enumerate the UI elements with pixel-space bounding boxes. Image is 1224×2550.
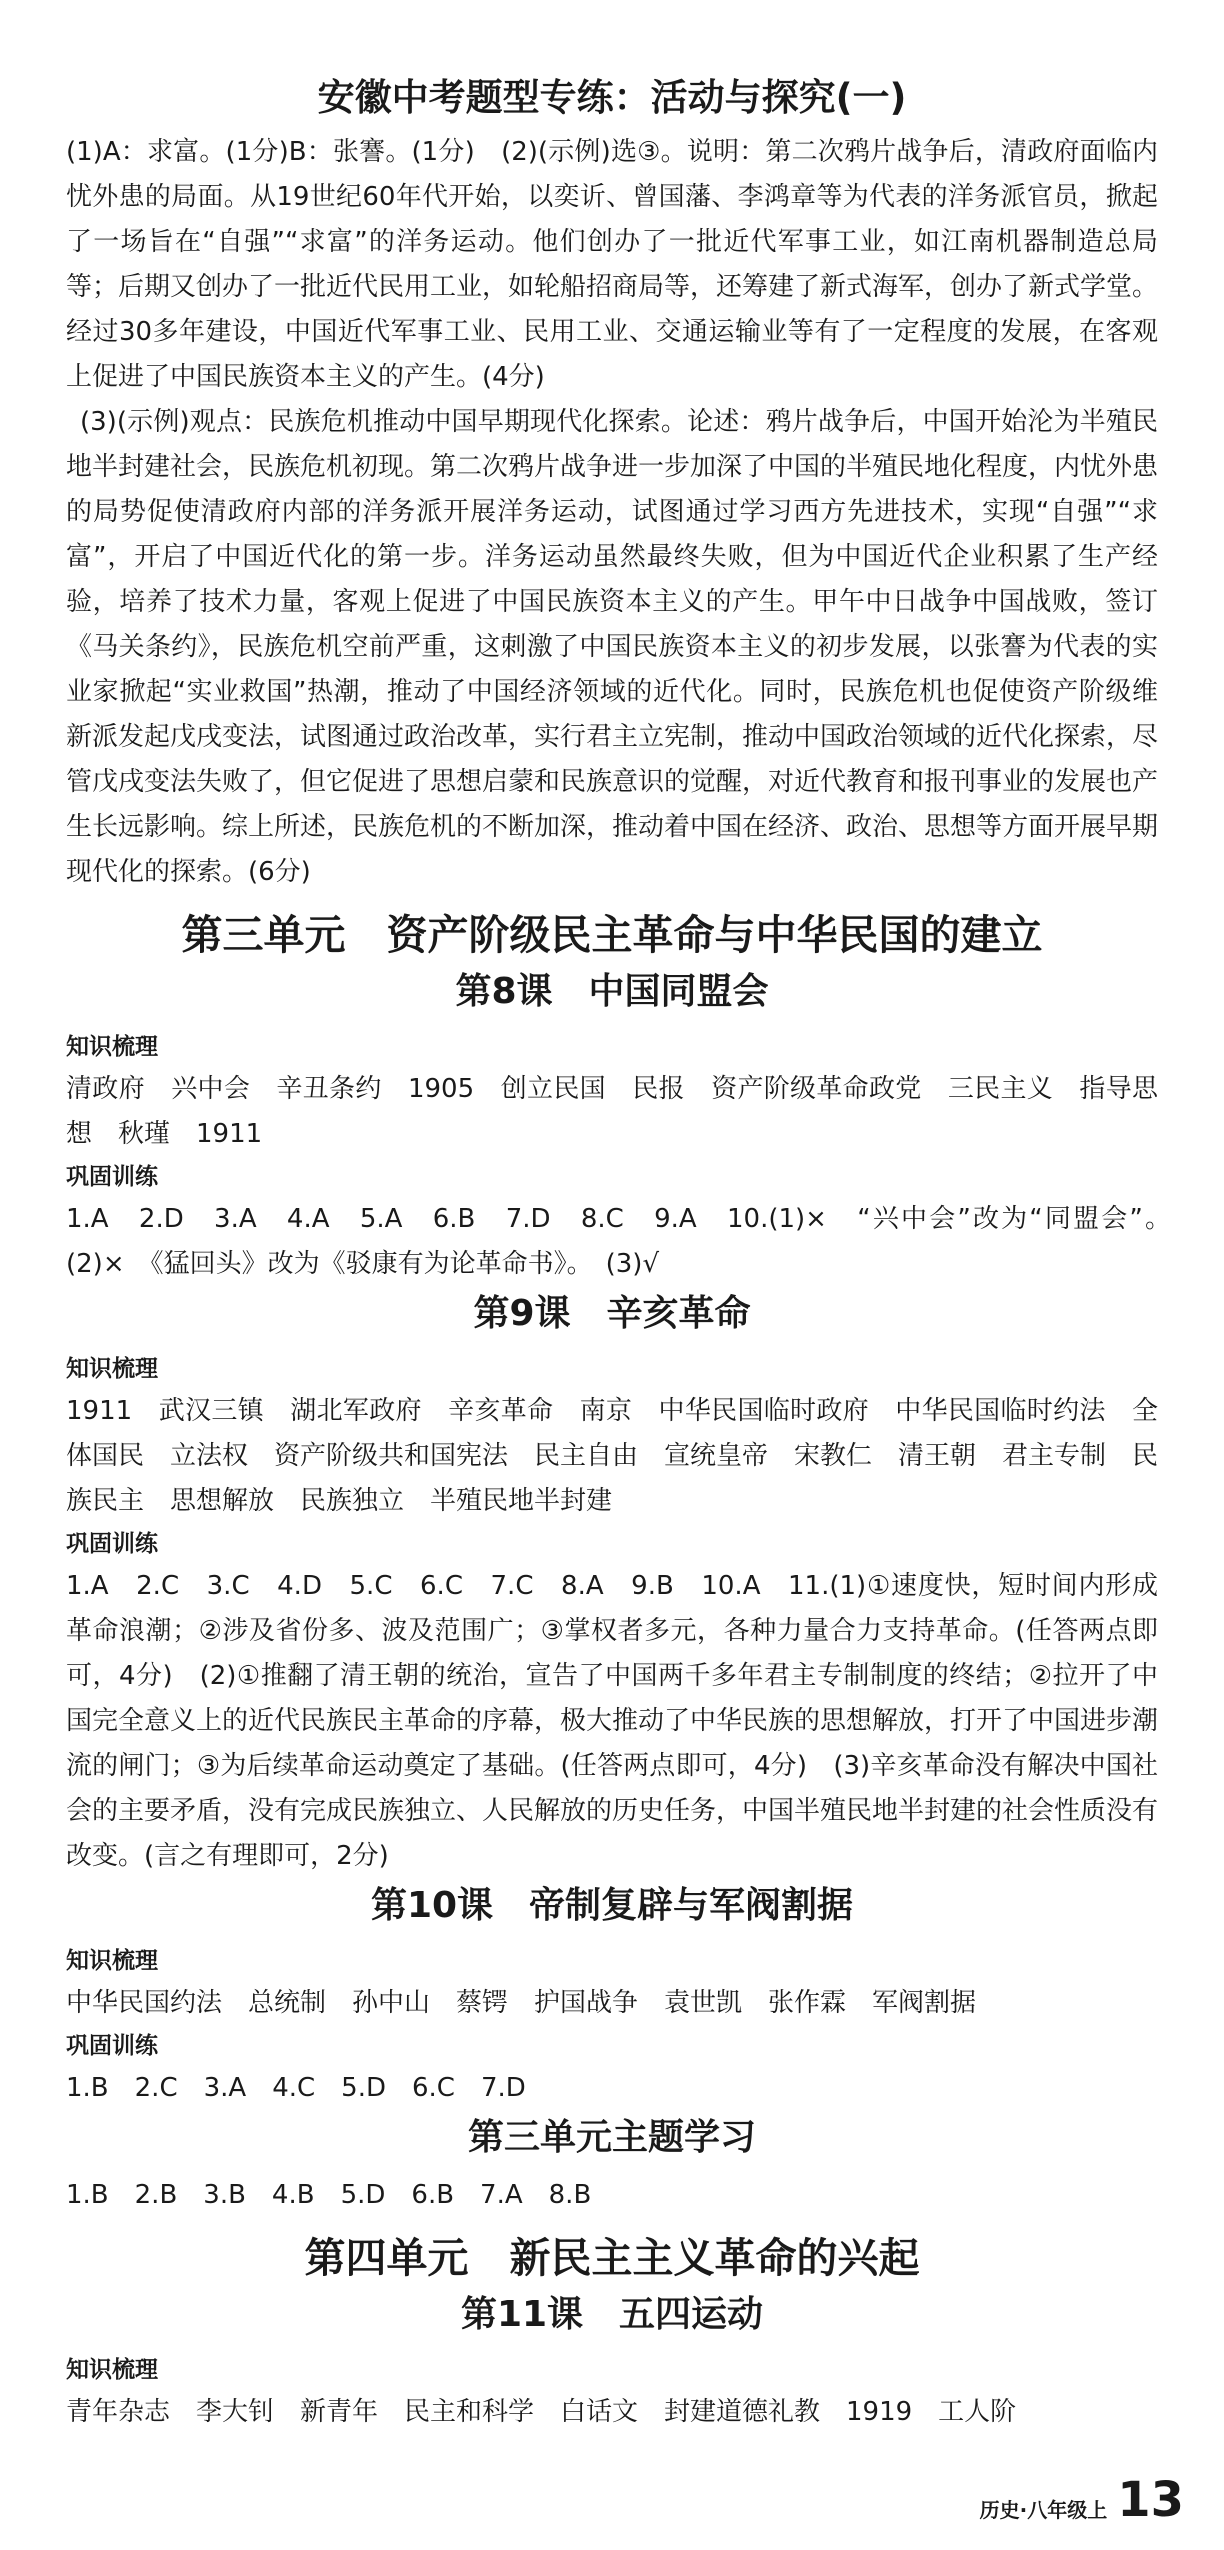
lesson11-title: 第11课 五四运动 xyxy=(460,2294,764,2335)
page-content xyxy=(66,72,1185,2435)
unit3-theme-answers: 1.B 2.B 3.B 4.B 5.D 6.B 7.A 8.B xyxy=(66,2180,592,2210)
lesson8-practice: 1.A 2.D 3.A 4.A 5.A 6.B 7.D 8.C 9.A 10.(1)× “兴中会”改为“同盟会”。 (2)× 《猛回头》改为《驳康有为论革命书》。 (3)√ xyxy=(66,1204,1185,1279)
unit3-title: 第三单元 资产阶级民主革命与中华民国的建立 xyxy=(181,911,1043,959)
lesson9-title: 第9课 辛亥革命 xyxy=(473,1293,751,1334)
unit3-theme-title: 第三单元主题学习 xyxy=(467,2117,756,2158)
lesson9-knowledge-label: 知识梳理 xyxy=(66,1356,158,1382)
lesson8-knowledge: 清政府 兴中会 辛丑条约 1905 创立民国 民报 资产阶级革命政党 三民主义 指导思想 秋瑾 1911 xyxy=(66,1074,1158,1149)
lesson9-practice: 1.A 2.C 3.C 4.D 5.C 6.C 7.C 8.A 9.B 10.A 11.(1)①速度快，短时间内形成革命浪潮；②涉及省份多、波及范围广；③掌权者多元，各种力量合力支持革命。(任答两点即可，4分) (2)①推翻了清王朝的统治，宣告了中国两千多年君主专制制度的终结；②拉开了中国完全意义上的近代民族民主革命的序幕，极大推动了中华民族的思想解放，打开了中国进步潮流的闸门；③为后续革命运动奠定了基础。(任答两点即可，4分) (3)辛亥革命没有解决中国社会的主要矛盾，没有完成民族独立、人民解放的历史任务，中国半殖民地半封建的社会性质没有改变。(言之有理即可，2分) xyxy=(66,1571,1159,1871)
lesson11-knowledge-label: 知识梳理 xyxy=(66,2357,158,2383)
activity-answer-part3: (3)(示例)观点：民族危机推动中国早期现代化探索。论述：鸦片战争后，中国开始沦为半殖民地半封建社会，民族危机初现。第二次鸦片战争进一步加深了中国的半殖民地化程度，内忧外患的局势促使清政府内部的洋务派开展洋务运动，试图通过学习西方先进技术，实现“自强”“求富”，开启了中国近代化的第一步。洋务运动虽然最终失败，但为中国近代企业积累了生产经验，培养了技术力量，客观上促进了中国民族资本主义的产生。甲午中日战争中国战败，签订《马关条约》，民族危机空前严重，这刺激了中国民族资本主义的初步发展，以张謇为代表的实业家掀起“实业救国”热潮，推动了中国经济领域的近代化。同时，民族危机也促使资产阶级维新派发起戊戌变法，试图通过政治改革，实行君主立宪制，推动中国政治领域的近代化探索，尽管戊戌变法失败了，但它促进了思想启蒙和民族意识的觉醒，对近代教育和报刊事业的发展也产生长远影响。综上所述，民族危机的不断加深，推动着中国在经济、政治、思想等方面开展早期现代化的探索。(6分) xyxy=(66,407,1159,887)
lesson11-knowledge: 青年杂志 李大钊 新青年 民主和科学 白话文 封建道德礼教 1919 工人阶 xyxy=(66,2397,1017,2427)
lesson10-practice-label: 巩固训练 xyxy=(66,2033,158,2059)
lesson10-title: 第10课 帝制复辟与军阀割据 xyxy=(370,1885,854,1926)
unit4-title: 第四单元 新民主主义革命的兴起 xyxy=(304,2234,920,2282)
lesson10-knowledge-label: 知识梳理 xyxy=(66,1948,158,1974)
lesson10-practice: 1.B 2.C 3.A 4.C 5.D 6.C 7.D xyxy=(66,2073,526,2103)
activity-answer-part1: (1)A：求富。(1分)B：张謇。(1分) (2)(示例)选③。说明：第二次鸦片战争后，清政府面临内忧外患的局面。从19世纪60年代开始，以奕䜣、曾国藩、李鸿章等为代表的洋务派官员，掀起了一场旨在“自强”“求富”的洋务运动。他们创办了一批近代军事工业，如江南机器制造总局等；后期又创办了一批近代民用工业，如轮船招商局等，还筹建了新式海军，创办了新式学堂。经过30多年建设，中国近代军事工业、民用工业、交通运输业等有了一定程度的发展，在客观上促进了中国民族资本主义的产生。(4分) xyxy=(66,137,1159,392)
lesson8-knowledge-label: 知识梳理 xyxy=(66,1034,158,1060)
lesson8-title: 第8课 中国同盟会 xyxy=(455,971,769,1012)
lesson9-knowledge: 1911 武汉三镇 湖北军政府 辛亥革命 南京 中华民国临时政府 中华民国临时约法 全体国民 立法权 资产阶级共和国宪法 民主自由 宣统皇帝 宋教仁 清王朝 君主专制 民族民主 思想解放 民族独立 半殖民地半封建 xyxy=(66,1396,1159,1516)
section-title: 安徽中考题型专练：活动与探究(一) xyxy=(317,76,907,119)
lesson8-practice-label: 巩固训练 xyxy=(66,1164,158,1190)
lesson9-practice-label: 巩固训练 xyxy=(66,1531,158,1557)
page-footer xyxy=(979,2472,1184,2528)
footer-subject-grade: 历史·八年级上 xyxy=(979,2498,1108,2522)
page-number: 13 xyxy=(1117,2472,1184,2528)
lesson10-knowledge: 中华民国约法 总统制 孙中山 蔡锷 护国战争 袁世凯 张作霖 军阀割据 xyxy=(66,1988,977,2018)
